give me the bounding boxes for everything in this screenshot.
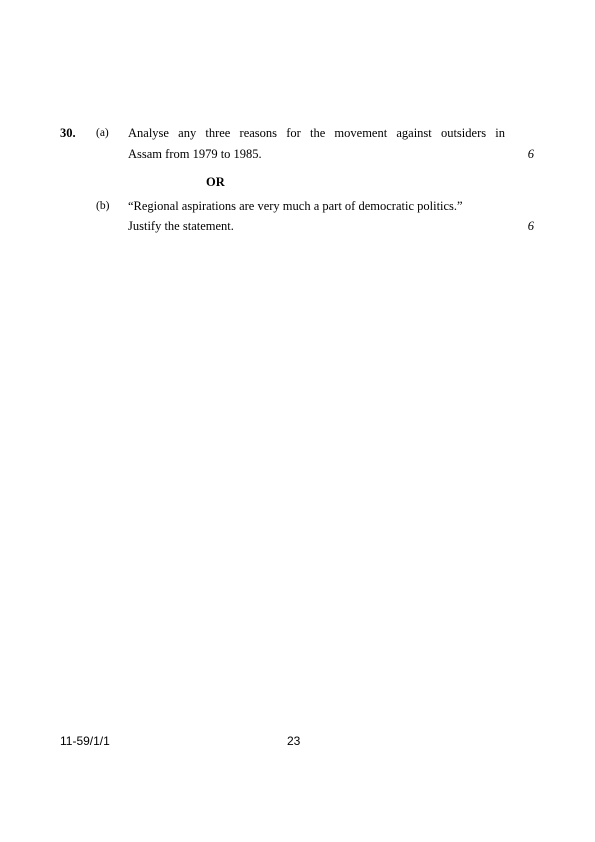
part-b-text-line-1: “Regional aspirations are very much a part of democratic politics.” (128, 199, 463, 213)
footer-page-number: 23 (287, 734, 301, 748)
part-a-marks: 6 (527, 147, 534, 161)
part-a-text-line-2: Assam from 1979 to 1985. (128, 147, 262, 161)
question-number: 30. (60, 126, 76, 140)
footer-paper-code: 11-59/1/1 (60, 734, 110, 748)
part-a-label: (a) (96, 127, 109, 139)
part-b-marks: 6 (527, 219, 534, 233)
part-a-text-line-1: Analyse any three reasons for the movement against outsiders in (128, 126, 505, 140)
part-b-text-line-2: Justify the statement. (128, 219, 234, 233)
part-b-label: (b) (96, 200, 110, 212)
or-separator: OR (206, 175, 225, 189)
